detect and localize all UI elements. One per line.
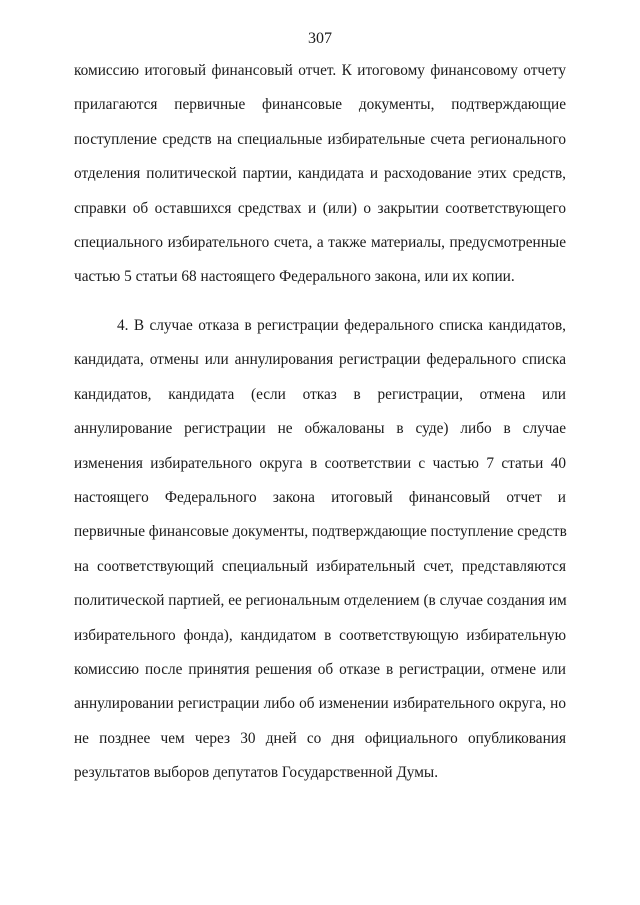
text-line: результатов выборов депутатов Государственной Думы. bbox=[74, 764, 439, 782]
text-line: кандидата, отмены или аннулирования регистрации федерального списка bbox=[74, 351, 566, 369]
text-line: частью 5 статьи 68 настоящего Федерального закона, или их копии. bbox=[74, 268, 515, 286]
text-line: 4. В случае отказа в регистрации федерального списка кандидатов, bbox=[117, 317, 566, 334]
text-line: аннулирование регистрации не обжалованы в суде) либо в случае bbox=[74, 420, 566, 438]
text-line: комиссию после принятия решения об отказе в регистрации, отмене или bbox=[74, 660, 566, 678]
paragraph-continuation bbox=[74, 61, 566, 302]
text-line: прилагаются первичные финансовые документы, подтверждающие bbox=[74, 96, 566, 114]
text-line: справки об оставшихся средствах и (или) о закрытии соответствующего bbox=[74, 199, 566, 217]
text-line: не позднее чем через 30 дней со дня официального опубликования bbox=[74, 729, 566, 747]
text-line: поступление средств на специальные избирательные счета регионального bbox=[74, 130, 566, 148]
text-line: политической партией, ее региональным отделением (в случае создания им bbox=[74, 592, 567, 610]
text-line: на соответствующий специальный избирательный счет, представляются bbox=[74, 557, 566, 575]
text-line: кандидатов, кандидата (если отказ в регистрации, отмена или bbox=[74, 385, 566, 403]
text-line: первичные финансовые документы, подтверждающие поступление средств bbox=[74, 523, 567, 541]
text-line: отделения политической партии, кандидата и расходование этих средств, bbox=[74, 165, 566, 183]
text-line: избирательного фонда), кандидатом в соответствующую избирательную bbox=[74, 626, 566, 644]
text-line: комиссию итоговый финансовый отчет. К итоговому финансовому отчету bbox=[74, 62, 566, 79]
page-number: 307 bbox=[308, 30, 332, 47]
text-line: настоящего Федерального закона итоговый финансовый отчет и bbox=[74, 488, 566, 506]
text-line: специального избирательного счета, а также материалы, предусмотренные bbox=[74, 233, 566, 251]
paragraph-item-4 bbox=[74, 316, 566, 797]
text-line: изменения избирательного округа в соответствии с частью 7 статьи 40 bbox=[74, 454, 566, 472]
text-line: аннулировании регистрации либо об изменении избирательного округа, но bbox=[74, 695, 566, 713]
